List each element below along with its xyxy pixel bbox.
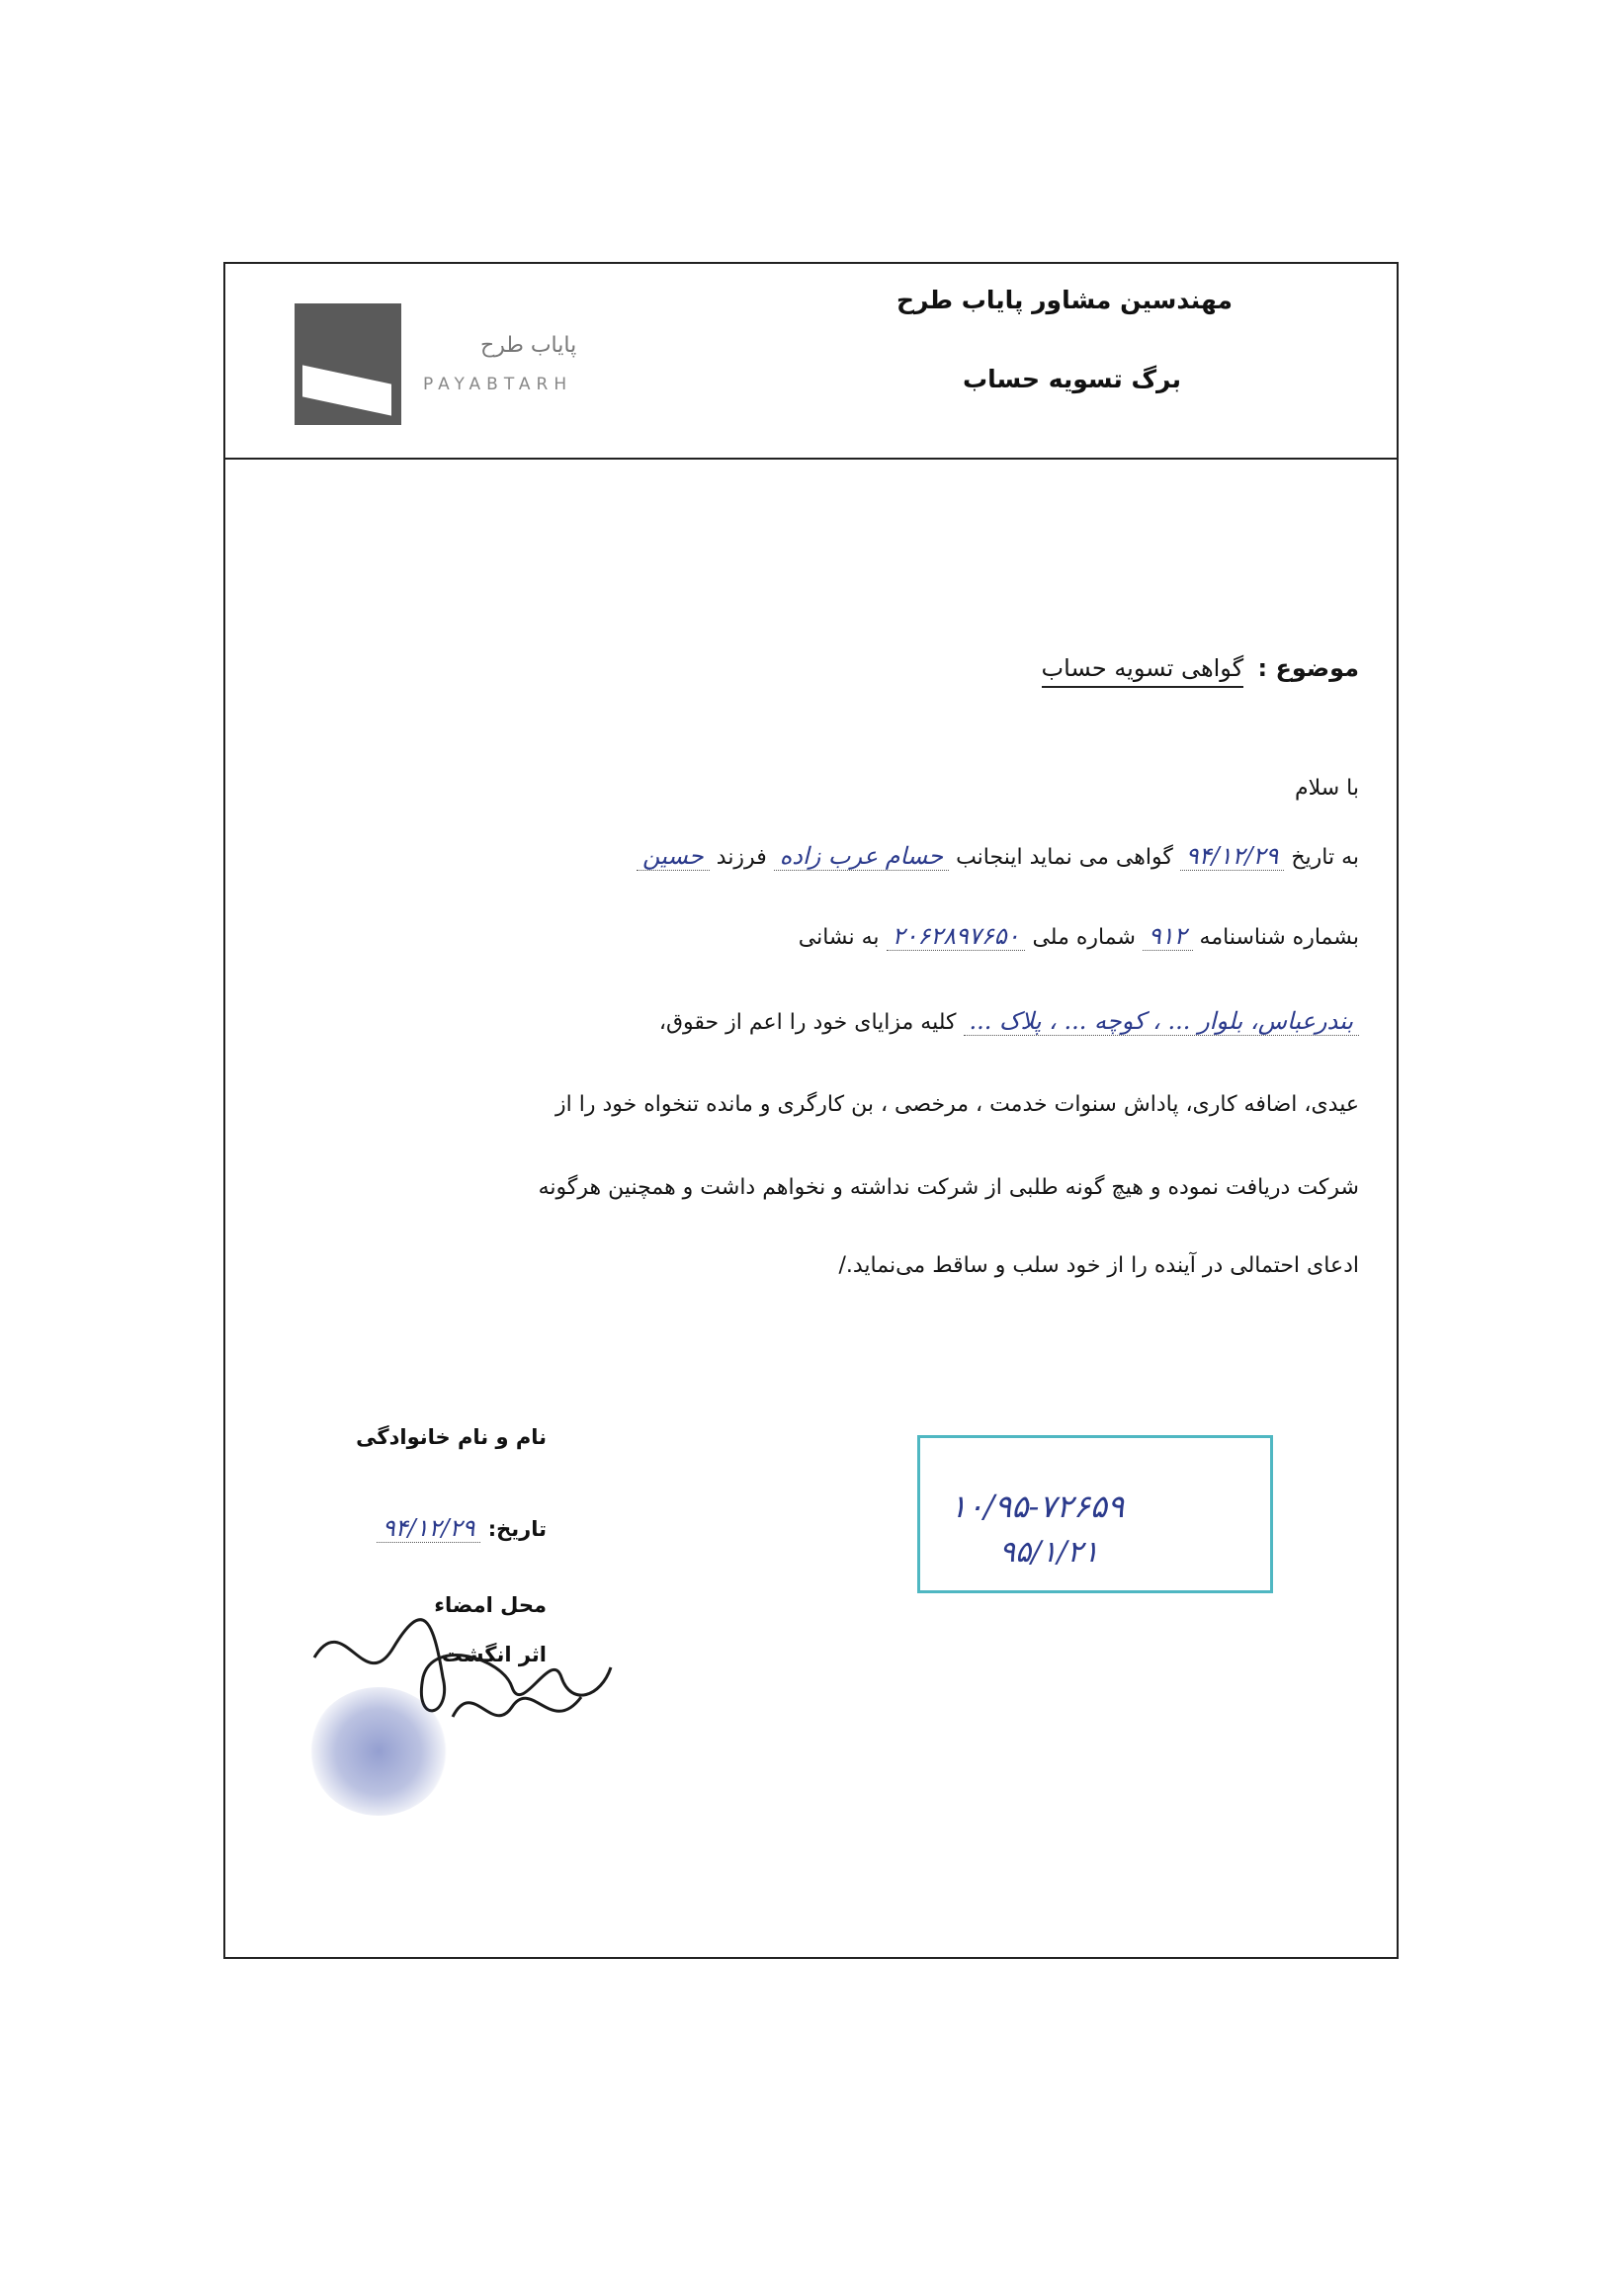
signature-label: محل امضاء [434, 1593, 547, 1617]
handwritten-name: حسام عرب زاده [774, 842, 949, 871]
company-name: مهندسین مشاور پایاب طرح [895, 286, 1233, 314]
company-logo [295, 303, 650, 427]
text-segment: به نشانی [798, 925, 880, 950]
text-segment: شماره ملی [1032, 925, 1136, 950]
logo-text-en: PAYABTARH [423, 375, 573, 394]
body-line-4: عیدی، اضافه کاری، پاداش سنوات خدمت ، مرخصی ، بن کارگری و مانده تنخواه خود را از [555, 1092, 1359, 1117]
body-line-5: شرکت دریافت نموده و هیچ گونه طلبی از شرکت نداشته و نخواهم داشت و همچنین هرگونه [538, 1175, 1359, 1200]
sign-date [377, 1514, 547, 1542]
document-frame [223, 262, 1399, 1959]
logo-text-fa: پایاب طرح [480, 333, 577, 358]
greeting: با سلام [1294, 776, 1359, 801]
text-segment: فرزند [716, 845, 767, 870]
letterhead [225, 264, 1397, 460]
handwritten-id-number: ۹۱۲ [1143, 922, 1193, 951]
text-segment: بشماره شناسنامه [1199, 925, 1359, 950]
stamp-number: ۱۰/۹۵-۷۲۶۵۹ [950, 1488, 1125, 1525]
body-line-2 [799, 922, 1359, 950]
name-label: نام و نام خانوادگی [356, 1425, 547, 1449]
subject-value: گواهی تسویه حساب [1042, 654, 1244, 688]
body-line-1 [637, 842, 1359, 870]
stamp-code: ۹۵/۱/۲۱ [999, 1535, 1099, 1570]
text-segment: کلیه مزایای خود را اعم از حقوق، [658, 1010, 957, 1035]
body-line-3 [659, 1007, 1359, 1035]
handwritten-national-id: ۲۰۶۲۸۹۷۶۵۰ [887, 922, 1026, 951]
handwritten-address: بندرعباس، بلوار ... ، کوچه ... ، پلاک ... [964, 1007, 1360, 1036]
fingerprint-label: اثر انگشت [441, 1643, 547, 1666]
body-line-6: ادعای احتمالی در آینده را از خود سلب و ساقط می‌نماید./ [838, 1253, 1359, 1278]
text-segment: گواهی می نماید اینجانب [956, 845, 1173, 870]
fingerprint-icon [309, 1687, 448, 1816]
logo-mark-icon [295, 303, 401, 425]
subject-line [1042, 654, 1359, 682]
official-stamp [917, 1435, 1273, 1593]
subject-label: موضوع : [1257, 654, 1359, 682]
handwritten-date: ۹۴/۱۲/۲۹ [1180, 842, 1285, 871]
text-segment: به تاریخ [1291, 845, 1359, 870]
form-title: برگ تسویه حساب [963, 365, 1181, 393]
date-label: تاریخ: [487, 1517, 547, 1541]
handwritten-father-name: حسین [637, 842, 710, 871]
handwritten-sign-date: ۹۴/۱۲/۲۹ [377, 1514, 481, 1543]
